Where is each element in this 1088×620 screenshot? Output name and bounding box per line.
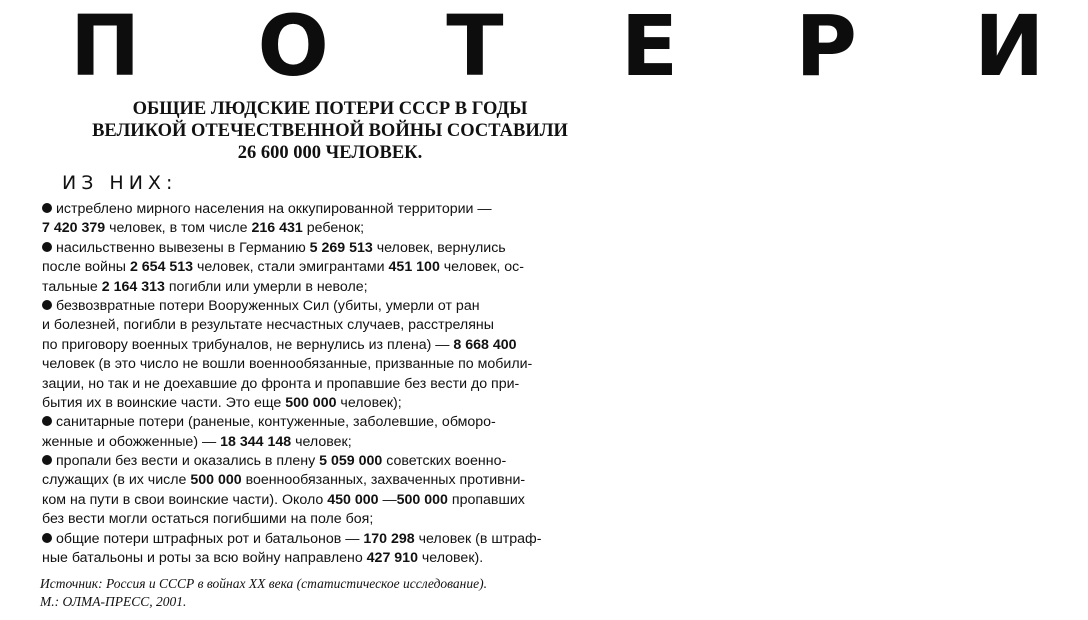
bullet-icon bbox=[42, 242, 52, 252]
bullet-icon bbox=[42, 416, 52, 426]
bullet-icon bbox=[42, 455, 52, 465]
text-line: насильственно вывезены в Германию 5 269 513 человек, вернулись bbox=[42, 239, 622, 258]
text-line: тальные 2 164 313 погибли или умерли в неволе; bbox=[42, 278, 368, 295]
source-citation bbox=[40, 575, 630, 611]
text-line: без вести могли остаться погибшими на поле боя; bbox=[42, 511, 374, 528]
bullet-icon bbox=[42, 300, 52, 310]
text-line: пропали без вести и оказались в плену 5 059 000 советских военно- bbox=[42, 452, 622, 471]
text-line: безвозвратные потери Вооруженных Сил (убиты, умерли от ран bbox=[42, 297, 622, 316]
text-line: ком на пути в свои воинские части). Около 450 000 —500 000 пропавших bbox=[42, 491, 525, 508]
subtitle-line: ВЕЛИКОЙ ОТЕЧЕСТВЕННОЙ ВОЙНЫ СОСТАВИЛИ bbox=[92, 121, 568, 141]
text-line: зации, но так и не доехавшие до фронта и пропавшие без вести до при- bbox=[42, 375, 520, 392]
bullet-icon bbox=[42, 533, 52, 543]
source-line: Источник: Россия и СССР в войнах XX века (статистическое исследование). bbox=[40, 576, 487, 591]
text-line: ные батальоны и роты за всю войну направлено 427 910 человек). bbox=[42, 550, 484, 567]
subtitle bbox=[40, 98, 620, 164]
source-line: М.: ОЛМА-ПРЕСС, 2001. bbox=[40, 594, 187, 609]
section-heading: ИЗ НИХ: bbox=[62, 172, 178, 194]
subtitle-line: 26 600 000 ЧЕЛОВЕК. bbox=[237, 143, 423, 163]
text-line: по приговору военных трибуналов, не вернулись из плена) — 8 668 400 bbox=[42, 336, 517, 353]
text-line: 7 420 379 человек, в том числе 216 431 ребенок; bbox=[42, 220, 365, 237]
text-line: и болезней, погибли в результате несчастных случаев, расстреляны bbox=[42, 317, 494, 334]
text-line: служащих (в их числе 500 000 военнообязанных, захваченных противни- bbox=[42, 472, 526, 489]
text-line: после войны 2 654 513 человек, стали эмигрантами 451 100 человек, ос- bbox=[42, 259, 524, 276]
page-title: П О Т Е Р И bbox=[70, 0, 1088, 95]
bullet-icon bbox=[42, 203, 52, 213]
loss-list bbox=[42, 200, 622, 568]
subtitle-line: ОБЩИЕ ЛЮДСКИЕ ПОТЕРИ СССР В ГОДЫ bbox=[132, 99, 528, 119]
text-line: общие потери штрафных рот и батальонов — 170 298 человек (в штраф- bbox=[42, 530, 622, 549]
text-line: истреблено мирного населения на оккупированной территории — bbox=[42, 200, 622, 219]
text-line: женные и обожженные) — 18 344 148 человек; bbox=[42, 433, 352, 450]
text-line: бытия их в воинские части. Это еще 500 000 человек); bbox=[42, 394, 402, 411]
text-line: человек (в это число не вошли военнообязанные, призванные по мобили- bbox=[42, 356, 533, 373]
text-line: санитарные потери (раненые, контуженные, заболевшие, обморо- bbox=[42, 413, 622, 432]
